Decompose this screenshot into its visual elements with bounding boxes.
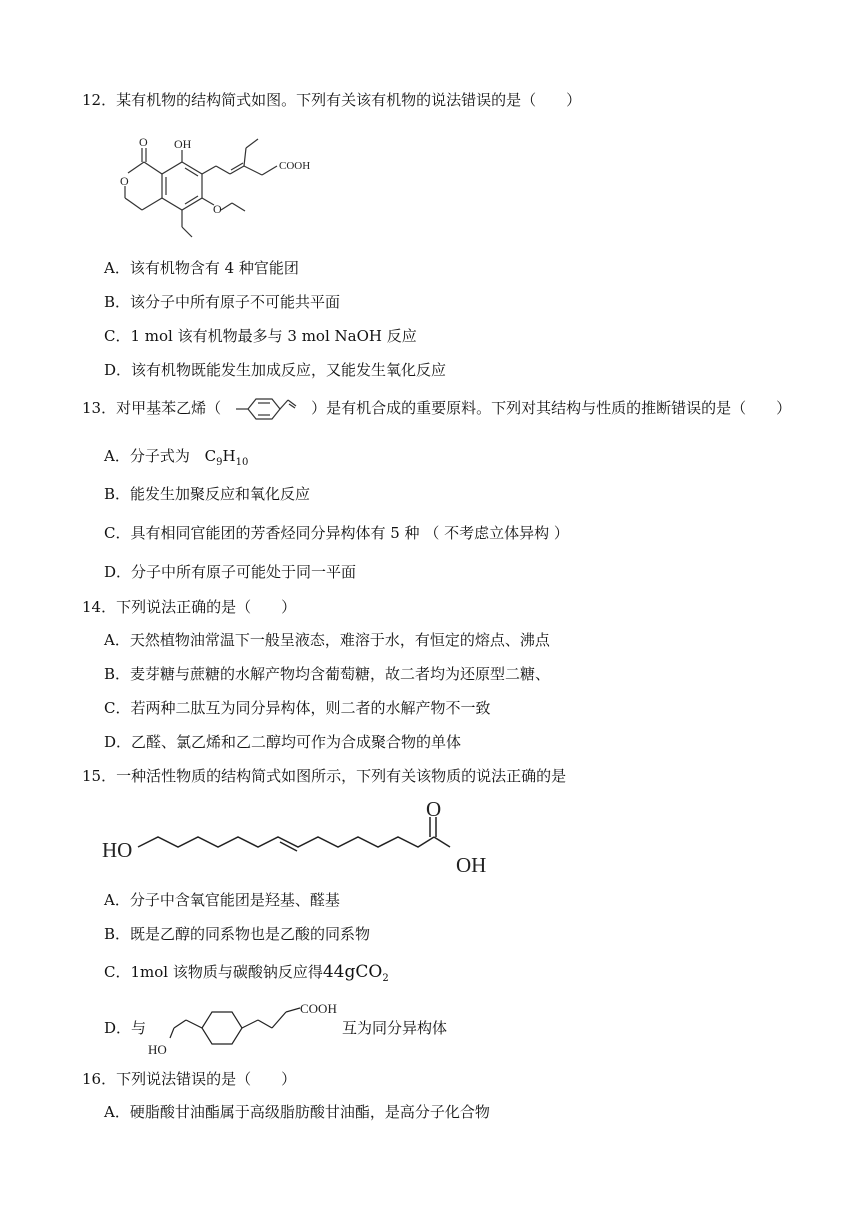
q13-option-b: B．能发生加聚反应和氧化反应 [104,485,311,503]
q15-option-a: A．分子中含氧官能团是羟基、醛基 [104,891,340,909]
q15-option-c-prefix: C．1mol 该物质与碳酸钠反应得 [104,963,323,981]
q15-co2-sub: 2 [382,973,389,984]
q15-stem: 15．一种活性物质的结构简式如图所示，下列有关该物质的说法正确的是 [82,767,567,785]
q15-ho-label: HO [102,838,133,862]
q15-option-b: B．既是乙醇的同系物也是乙酸的同系物 [104,925,371,943]
q15-option-d-suffix: 互为同分异构体 [342,1019,448,1037]
q15-co2-main: 44gCO [322,962,383,982]
q15-option-d-cooh-label: COOH [300,1001,337,1016]
q12-option-d: D．该有机物既能发生加成反应，又能发生氧化反应 [104,361,447,379]
q15-o-label: O [426,797,442,821]
q13-formula [204,447,249,468]
q15-structure-image [100,797,500,880]
q12-o-ethoxy-label: O [213,202,222,216]
q14-option-c: C．若两种二肽互为同分异构体，则二者的水解产物不一致 [104,699,491,717]
q13-formula-c-sub: 9 [216,457,223,468]
q12-o-ring-label: O [120,174,129,188]
q15-oh-label: OH [456,853,487,877]
q13-inline-structure-image [228,394,318,424]
q12-option-a: A．该有机物含有 4 种官能团 [104,259,299,277]
q13-option-a [104,446,248,473]
q15-co2-formula [323,962,389,982]
q14-option-b: B．麦芽糖与蔗糖的水解产物均含葡萄糖，故二者均为还原型二糖、 [104,665,551,683]
q15-option-c [104,962,389,989]
q13-formula-h-sub: 10 [235,457,249,468]
q14-option-d: D．乙醛、氯乙烯和乙二醇均可作为合成聚合物的单体 [104,733,462,751]
q12-cooh-label: COOH [279,160,311,172]
q14-option-a: A．天然植物油常温下一般呈液态，难溶于水，有恒定的熔点、沸点 [104,631,550,649]
q15-option-d-prefix: D．与 [104,1019,147,1037]
q16-stem: 16．下列说法错误的是（ ） [82,1070,297,1088]
q13-stem-after: ）是有机合成的重要原料。下列对其结构与性质的推断错误的是（ ） [311,399,792,417]
q13-formula-c: C [204,447,217,465]
q13-option-d: D．分子中所有原子可能处于同一平面 [104,563,357,581]
q15-option-d-structure-image [140,998,340,1060]
q13-formula-h: H [222,447,236,465]
q12-structure-image [112,135,332,250]
q16-option-a: A．硬脂酸甘油酯属于高级脂肪酸甘油酯，是高分子化合物 [104,1103,490,1121]
q13-option-c: C．具有相同官能团的芳香烃同分异构体有 5 种 （ 不考虑立体异构 ） [104,524,569,542]
q12-oh-label: OH [174,137,192,151]
q13-stem-before: 13．对甲基苯乙烯（ [82,399,222,417]
q12-o-carbonyl-label: O [139,135,148,149]
q12-option-c: C．1 mol 该有机物最多与 3 mol NaOH 反应 [104,327,417,345]
q13-option-a-prefix: A．分子式为 [104,447,190,465]
q12-stem: 12．某有机物的结构简式如图。下列有关该有机物的说法错误的是（ ） [82,91,582,109]
q12-option-b: B．该分子中所有原子不可能共平面 [104,293,341,311]
q13-stem [82,398,791,418]
q15-option-d-ho-label: HO [148,1042,167,1057]
q14-stem: 14．下列说法正确的是（ ） [82,598,297,616]
